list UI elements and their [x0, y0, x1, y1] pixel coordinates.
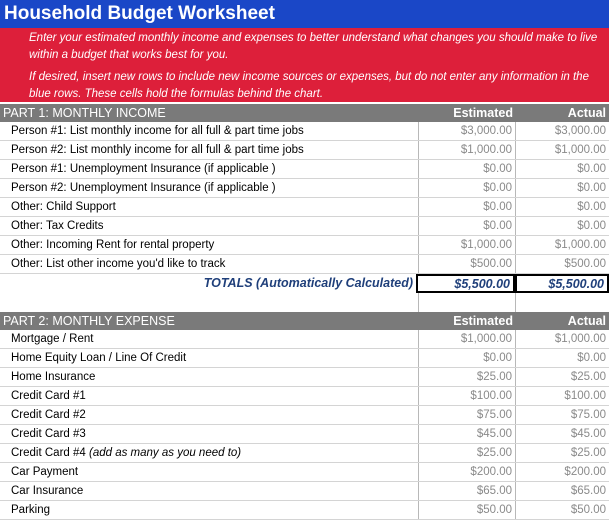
expense-estimated-value: $1,000.00 — [460, 333, 512, 345]
expense-row-label — [11, 484, 83, 499]
expense-actual-value: $75.00 — [570, 409, 606, 421]
expense-row-label-text: Home Equity Loan / Line Of Credit — [11, 352, 187, 364]
expense-actual-value: $1,000.00 — [554, 333, 606, 345]
income-row-label-text: Other: Tax Credits — [11, 220, 104, 232]
expense-estimated-cell[interactable] — [418, 349, 515, 367]
expense-actual-cell[interactable] — [515, 349, 609, 367]
expense-row-label-text: Car Insurance — [11, 485, 84, 497]
expense-row-label-text: Credit Card #3 — [11, 428, 86, 440]
expense-row-label-text: Parking — [11, 504, 50, 516]
expense-section-title: PART 2: MONTHLY EXPENSE — [3, 314, 175, 328]
expense-actual-cell[interactable] — [515, 406, 609, 424]
income-row-label-text: Other: Child Support — [11, 201, 116, 213]
expense-actual-value: $100.00 — [564, 390, 606, 402]
total-estimated-cell[interactable] — [416, 274, 515, 293]
expense-estimated-header: Estimated — [453, 314, 513, 328]
income-actual-value: $0.00 — [577, 182, 606, 194]
expense-row-label — [11, 332, 93, 347]
income-section-header — [0, 104, 609, 122]
expense-actual-value: $0.00 — [577, 352, 606, 364]
expense-estimated-value: $45.00 — [476, 428, 512, 440]
expense-estimated-cell[interactable] — [418, 425, 515, 443]
expense-row-label — [11, 503, 50, 518]
income-estimated-cell[interactable] — [418, 255, 515, 273]
expense-estimated-value: $200.00 — [470, 466, 512, 478]
expense-estimated-cell[interactable] — [418, 463, 515, 481]
expense-row-label-text: Credit Card #2 — [11, 409, 86, 421]
expense-row — [0, 463, 609, 482]
income-actual-cell[interactable] — [515, 236, 609, 254]
expense-row-label-text: Credit Card #4 — [11, 447, 89, 459]
income-row — [0, 179, 609, 198]
income-actual-header: Actual — [567, 106, 606, 120]
income-actual-value: $0.00 — [577, 163, 606, 175]
expense-row — [0, 482, 609, 501]
income-row-label-text: Person #2: List monthly income for all full & part time jobs — [11, 144, 304, 156]
expense-row-label — [11, 389, 86, 404]
expense-estimated-cell[interactable] — [418, 501, 515, 519]
expense-estimated-value: $0.00 — [483, 352, 512, 364]
income-row-label — [11, 219, 103, 234]
expense-row-label — [11, 370, 95, 385]
income-estimated-value: $0.00 — [483, 182, 512, 194]
income-estimated-value: $1,000.00 — [460, 239, 512, 251]
income-row-label-text: Person #2: Unemployment Insurance (if applicable ) — [11, 182, 276, 194]
income-estimated-cell[interactable] — [418, 217, 515, 235]
income-row — [0, 255, 609, 274]
income-estimated-value: $3,000.00 — [460, 125, 512, 137]
expense-row — [0, 406, 609, 425]
expense-actual-cell[interactable] — [515, 501, 609, 519]
expense-actual-cell[interactable] — [515, 330, 609, 348]
income-row-label-text: Other: Incoming Rent for rental property — [11, 239, 215, 251]
income-row — [0, 236, 609, 255]
income-estimated-value: $0.00 — [483, 201, 512, 213]
total-actual-value: $5,500.00 — [548, 277, 604, 291]
expense-row-label-text: Mortgage / Rent — [11, 333, 94, 345]
income-actual-cell[interactable] — [515, 160, 609, 178]
expense-actual-value: $25.00 — [570, 447, 606, 459]
income-estimated-cell[interactable] — [418, 141, 515, 159]
total-estimated-value: $5,500.00 — [454, 277, 510, 291]
income-estimated-header: Estimated — [453, 106, 513, 120]
income-row-label-text: Other: List other income you'd like to track — [11, 258, 226, 270]
income-row — [0, 217, 609, 236]
expense-row-label — [11, 408, 86, 423]
income-row — [0, 160, 609, 179]
income-row-label — [11, 257, 225, 272]
blank-estimated-cell[interactable] — [418, 293, 515, 312]
expense-row — [0, 501, 609, 520]
expense-row-label-text: Car Payment — [11, 466, 79, 478]
expense-actual-value: $50.00 — [570, 504, 606, 516]
expense-actual-cell[interactable] — [515, 368, 609, 386]
expense-row — [0, 387, 609, 406]
income-row-label-text: Person #1: Unemployment Insurance (if applicable ) — [11, 163, 276, 175]
income-row-label — [11, 238, 214, 253]
expense-row-label — [11, 446, 241, 461]
income-estimated-value: $500.00 — [470, 258, 512, 270]
expense-row-label-text: Credit Card #1 — [11, 390, 86, 402]
income-row-label — [11, 200, 116, 215]
expense-actual-cell[interactable] — [515, 425, 609, 443]
income-actual-value: $3,000.00 — [554, 125, 606, 137]
income-estimated-cell[interactable] — [418, 179, 515, 197]
income-estimated-cell[interactable] — [418, 236, 515, 254]
income-actual-value: $1,000.00 — [554, 239, 606, 251]
expense-actual-value: $65.00 — [570, 485, 606, 497]
income-row-label — [11, 181, 276, 196]
expense-estimated-value: $50.00 — [476, 504, 512, 516]
income-actual-value: $0.00 — [577, 201, 606, 213]
instructions-text-1: Enter your estimated monthly income and expenses to better understand what changes you should make to live within a budget that works best for you. — [29, 32, 598, 61]
income-actual-cell[interactable] — [515, 198, 609, 216]
expense-actual-cell[interactable] — [515, 463, 609, 481]
expense-row — [0, 330, 609, 349]
expense-estimated-cell[interactable] — [418, 482, 515, 500]
blank-row — [0, 293, 609, 312]
expense-estimated-value: $75.00 — [476, 409, 512, 421]
income-estimated-value: $1,000.00 — [460, 144, 512, 156]
expense-row-note: (add as many as you need to) — [88, 447, 242, 459]
expense-row — [0, 444, 609, 463]
income-estimated-value: $0.00 — [483, 163, 512, 175]
expense-estimated-cell[interactable] — [418, 387, 515, 405]
expense-actual-value: $45.00 — [570, 428, 606, 440]
blank-actual-cell[interactable] — [515, 293, 609, 312]
instructions-banner — [0, 28, 609, 102]
income-row-label — [11, 124, 304, 139]
income-row-label — [11, 143, 304, 158]
expense-estimated-value: $25.00 — [476, 447, 512, 459]
expense-row — [0, 349, 609, 368]
income-estimated-value: $0.00 — [483, 220, 512, 232]
expense-estimated-cell[interactable] — [418, 330, 515, 348]
income-actual-value: $500.00 — [564, 258, 606, 270]
income-actual-cell[interactable] — [515, 122, 609, 140]
expense-estimated-cell[interactable] — [418, 444, 515, 462]
income-row — [0, 122, 609, 141]
income-row-label-text: Person #1: List monthly income for all full & part time jobs — [11, 125, 304, 137]
expense-estimated-value: $25.00 — [476, 371, 512, 383]
worksheet-title: Household Budget Worksheet — [4, 3, 275, 24]
expense-estimated-cell[interactable] — [418, 368, 515, 386]
total-actual-cell[interactable] — [515, 274, 609, 293]
income-row — [0, 198, 609, 217]
expense-actual-value: $200.00 — [564, 466, 606, 478]
income-actual-cell[interactable] — [515, 217, 609, 235]
income-actual-cell[interactable] — [515, 179, 609, 197]
instructions-text-2: If desired, insert new rows to include new income sources or expenses, but do not enter any information in the blue rows. These cells hold the formulas behind the chart. — [29, 71, 589, 100]
expense-actual-header: Actual — [567, 314, 606, 328]
expense-row-label — [11, 427, 86, 442]
income-row — [0, 141, 609, 160]
expense-row — [0, 368, 609, 387]
expense-estimated-value: $100.00 — [470, 390, 512, 402]
expense-row-label — [11, 351, 186, 366]
income-estimated-cell[interactable] — [418, 122, 515, 140]
income-estimated-cell[interactable] — [418, 198, 515, 216]
expense-row-label — [11, 465, 78, 480]
expense-actual-cell[interactable] — [515, 444, 609, 462]
title-bar — [0, 0, 609, 28]
expense-estimated-value: $65.00 — [476, 485, 512, 497]
totals-row — [0, 274, 609, 293]
expense-actual-cell[interactable] — [515, 482, 609, 500]
income-actual-value: $1,000.00 — [554, 144, 606, 156]
expense-row-label-text: Home Insurance — [11, 371, 96, 383]
income-row-label — [11, 162, 276, 177]
income-actual-cell[interactable] — [515, 141, 609, 159]
income-estimated-cell[interactable] — [418, 160, 515, 178]
income-actual-cell[interactable] — [515, 255, 609, 273]
expense-actual-cell[interactable] — [515, 387, 609, 405]
expense-row — [0, 425, 609, 444]
income-section-title: PART 1: MONTHLY INCOME — [3, 106, 166, 120]
expense-section-header — [0, 312, 609, 330]
income-actual-value: $0.00 — [577, 220, 606, 232]
expense-estimated-cell[interactable] — [418, 406, 515, 424]
expense-actual-value: $25.00 — [570, 371, 606, 383]
totals-label: TOTALS (Automatically Calculated) — [203, 276, 413, 290]
